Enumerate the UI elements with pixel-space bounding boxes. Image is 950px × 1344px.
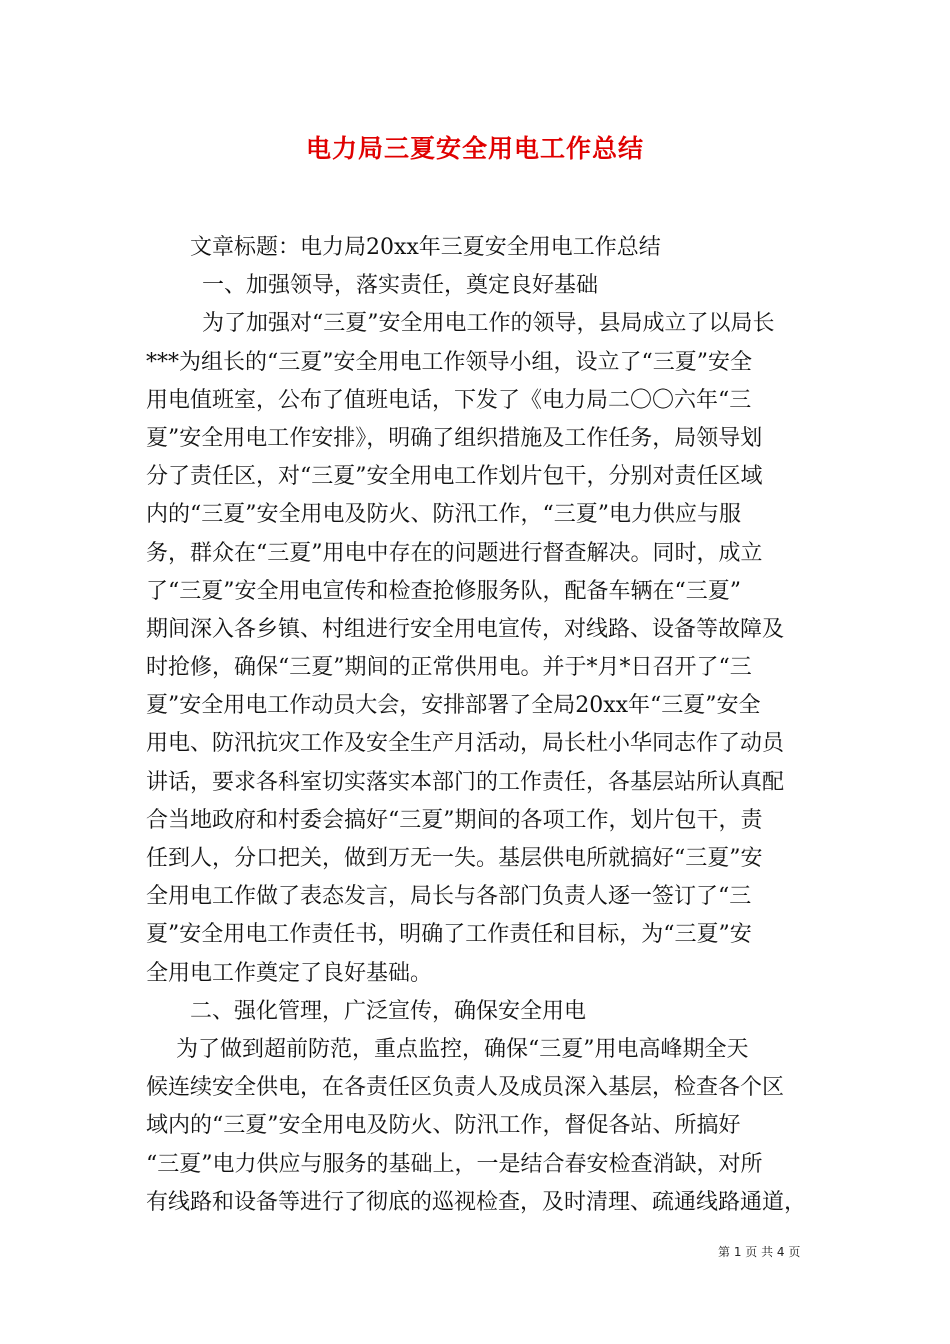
page-number: 第 1 页 共 4 页 [718,1245,801,1259]
body-line: 全用电工作做了表态发言，局长与各部门负责人逐一签订了“三 [146,884,752,910]
body-line: 全用电工作奠定了良好基础。 [146,960,433,986]
body-line: 分了责任区，对“三夏”安全用电工作划片包干，分别对责任区域 [146,464,763,490]
body-line: 为了加强对“三夏”安全用电工作的领导，县局成立了以局长 [202,311,775,337]
body-line: 期间深入各乡镇、村组进行安全用电宣传，对线路、设备等故障及 [146,616,785,642]
body-line: 合当地政府和村委会搞好“三夏”期间的各项工作，划片包干，责 [146,807,763,833]
body-line: 一、加强领导，落实责任，奠定良好基础 [202,273,599,299]
body-line: 域内的“三夏”安全用电及防火、防汛工作，督促各站、所搞好 [146,1113,741,1139]
body-line: 务，群众在“三夏”用电中存在的问题进行督查解决。同时，成立 [146,540,763,566]
body-line: 候连续安全供电，在各责任区负责人及成员深入基层，检查各个区 [146,1075,785,1101]
body-line: 二、强化管理，广泛宣传，确保安全用电 [190,998,587,1024]
document-title: 电力局三夏安全用电工作总结 [305,134,644,163]
body-line: 有线路和设备等进行了彻底的巡视检查，及时清理、疏通线路通道， [146,1189,807,1215]
body-line: “三夏”电力供应与服务的基础上，一是结合春安检查消缺，对所 [146,1151,763,1177]
body-line: 内的“三夏”安全用电及防火、防汛工作，“三夏”电力供应与服 [146,502,741,528]
body-line: 文章标题：电力局20xx年三夏安全用电工作总结 [190,235,661,260]
body-line: 为了做到超前防范，重点监控，确保“三夏”用电高峰期全天 [176,1036,749,1062]
body-line: 夏”安全用电工作安排》，明确了组织措施及工作任务，局领导划 [146,425,763,451]
body-line: 讲话，要求各科室切实落实本部门的工作责任，各基层站所认真配 [146,769,785,795]
body-line: 用电值班室，公布了值班电话，下发了《电力局二〇〇六年“三 [146,387,752,413]
body-line: ***为组长的“三夏”安全用电工作领导小组，设立了“三夏”安全 [146,349,752,375]
document-body [146,229,806,1222]
body-line: 夏”安全用电工作责任书，明确了工作责任和目标，为“三夏”安 [146,922,752,948]
body-line: 任到人，分口把关，做到万无一失。基层供电所就搞好“三夏”安 [146,846,763,871]
body-line: 用电、防汛抗灾工作及安全生产月活动，局长杜小华同志作了动员 [146,731,785,757]
body-line: 夏”安全用电工作动员大会，安排部署了全局20xx年“三夏”安全 [146,693,761,719]
body-line: 时抢修，确保“三夏”期间的正常供用电。并于*月*日召开了“三 [146,655,752,681]
body-line: 了“三夏”安全用电宣传和检查抢修服务队，配备车辆在“三夏” [146,578,741,604]
